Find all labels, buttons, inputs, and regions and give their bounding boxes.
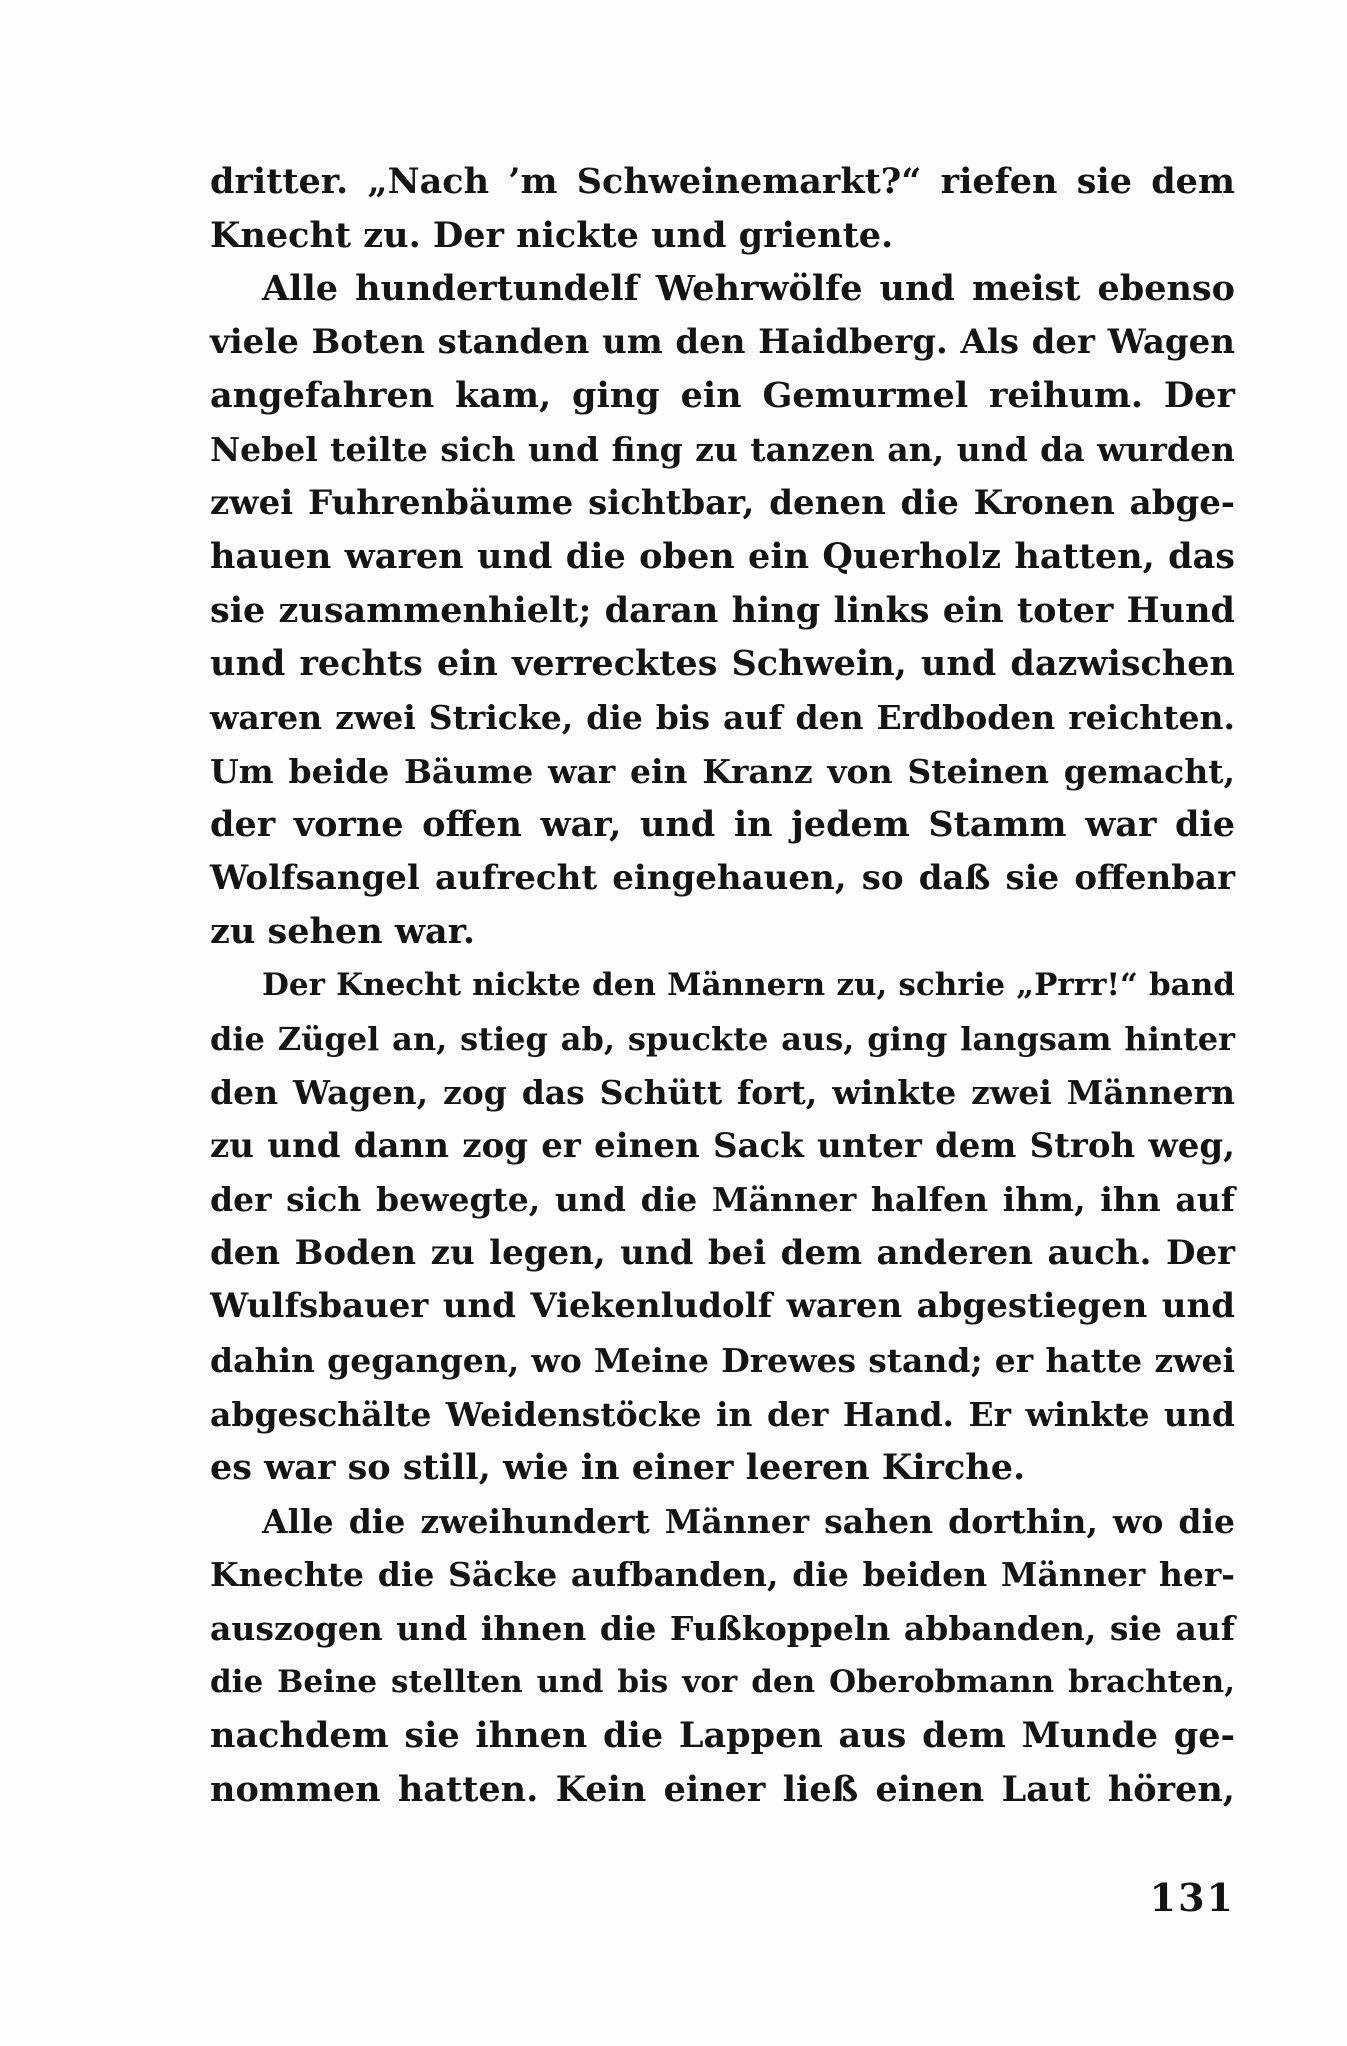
text-line: sie zusammenhielt; daran hing links ein toter Hund (210, 589, 1235, 631)
text-line: abgeschälte Weidenstöcke in der Hand. Er winkte und (210, 1394, 1235, 1434)
text-line: Knecht zu. Der nickte und griente. (210, 214, 894, 256)
text-line: die Zügel an, stieg ab, spuckte aus, ging langsam hinter (210, 1019, 1235, 1058)
text-line: Wulfsbauer und Viekenludolf waren abgestiegen und (210, 1286, 1235, 1327)
text-line: nachdem sie ihnen die Lappen aus dem Munde ge- (210, 1715, 1235, 1757)
text-line: zu sehen war. (210, 911, 476, 953)
text-line: Wolfsangel aufrecht eingehauen, so daß sie offenbar (210, 857, 1235, 898)
paragraph-3 (210, 959, 1235, 1495)
text-line: der vorne offen war, und in jedem Stamm war die (210, 804, 1235, 846)
text-line: Nebel teilte sich und fing zu tanzen an, und da wurden (210, 429, 1235, 469)
text-line: den Boden zu legen, und bei dem anderen auch. Der (210, 1232, 1235, 1273)
text-line: nommen hatten. Kein einer ließ einen Laut hören, (210, 1768, 1235, 1810)
text-line: Alle hundertundelf Wehrwölfe und meist ebenso (262, 268, 1235, 310)
text-line: den Wagen, zog das Schütt fort, winkte zwei Männern (210, 1073, 1235, 1113)
text-line: Alle die zweihundert Männer sahen dorthin, wo die (262, 1501, 1235, 1541)
text-line: der sich bewegte, und die Männer halfen ihm, ihn auf (210, 1180, 1235, 1220)
paragraph-1 (210, 155, 1235, 262)
text-line: Knechte die Säcke aufbanden, die beiden Männer her- (210, 1555, 1235, 1595)
paragraph-2 (210, 262, 1235, 959)
text-line: auszogen und ihnen die Fußkoppeln abbanden, sie auf (210, 1609, 1235, 1649)
text-line: zu und dann zog er einen Sack unter dem Stroh weg, (210, 1125, 1235, 1166)
text-line: Der Knecht nickte den Männern zu, schrie „Prrr!“ band (262, 966, 1235, 1003)
text-line: die Beine stellten und bis vor den Oberobmann brachten, (210, 1663, 1235, 1700)
text-line: waren zwei Stricke, die bis auf den Erdboden reichten. (210, 697, 1235, 737)
text-line: und rechts ein verrecktes Schwein, und dazwischen (210, 643, 1235, 685)
text-line: es war so still, wie in einer leeren Kirche. (210, 1447, 1026, 1489)
text-line: zwei Fuhrenbäume sichtbar, denen die Kronen abge- (210, 482, 1235, 523)
text-line: Um beide Bäume war ein Kranz von Steinen gemacht, (210, 751, 1235, 791)
text-line: hauen waren und die oben ein Querholz hatten, das (210, 536, 1235, 578)
text-line: angefahren kam, ging ein Gemurmel reihum. Der (210, 375, 1235, 417)
text-line: viele Boten standen um den Haidberg. Als der Wagen (210, 321, 1235, 362)
text-line: dahin gegangen, wo Meine Drewes stand; er hatte zwei (210, 1341, 1235, 1381)
body-text (210, 155, 1235, 1816)
paragraph-4 (210, 1495, 1235, 1817)
text-line: dritter. „Nach ’m Schweinemarkt?“ riefen sie dem (210, 161, 1235, 202)
page-number: 131 (1149, 1875, 1235, 1920)
